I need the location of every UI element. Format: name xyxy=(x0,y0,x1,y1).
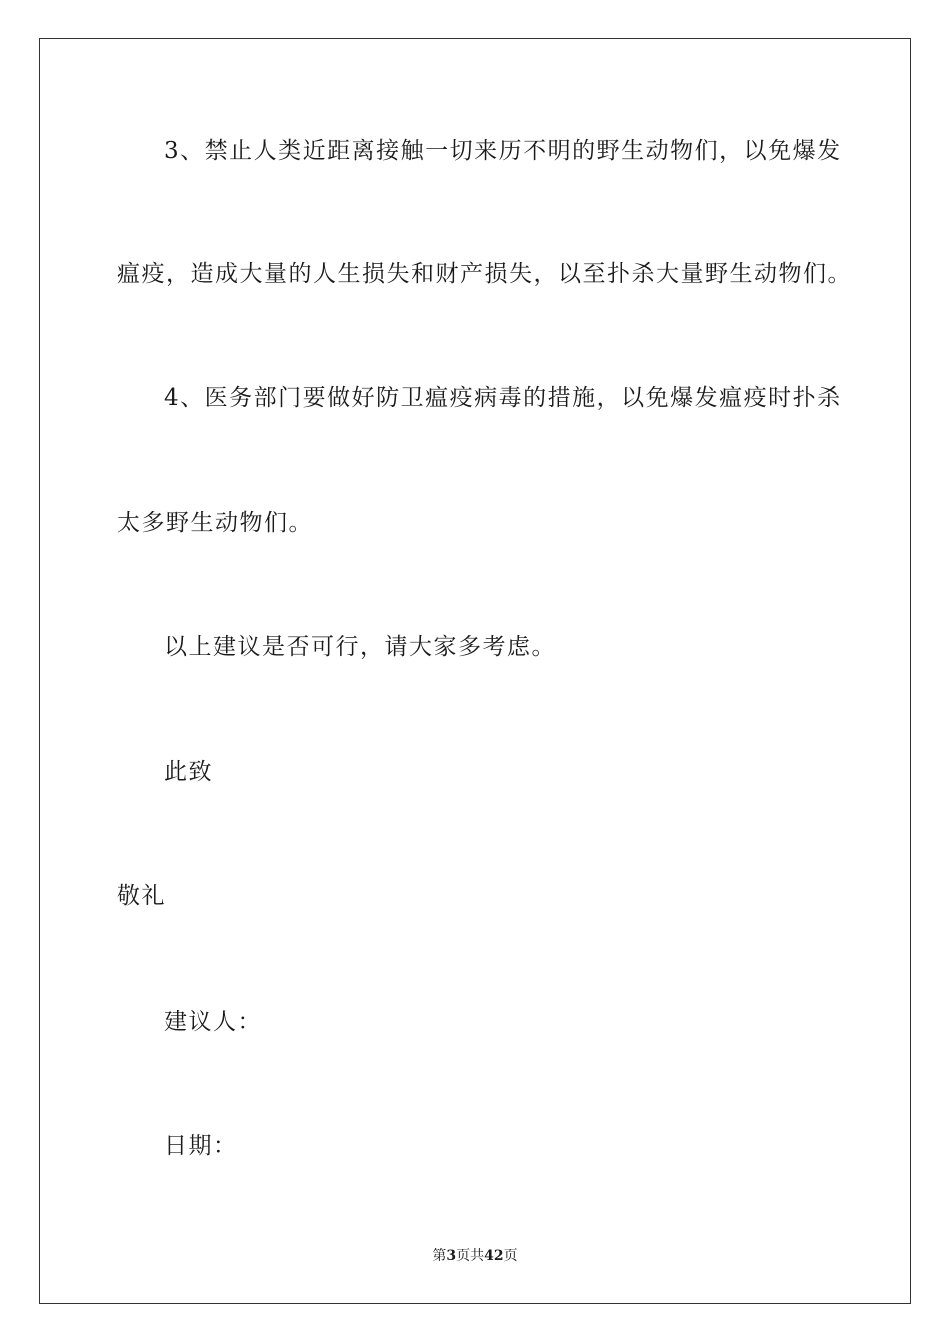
paragraph-line-4: 太多野生动物们。 xyxy=(117,510,313,536)
paragraph-line-3: 4、医务部门要做好防卫瘟疫病毒的措施，以免爆发瘟疫时扑杀 xyxy=(164,385,842,411)
proposer-label: 建议人： xyxy=(164,1009,262,1035)
footer-page-prefix: 第 xyxy=(432,1248,447,1264)
page-footer xyxy=(0,1246,950,1266)
paragraph-line-1: 3、禁止人类近距离接触一切来历不明的野生动物们，以免爆发 xyxy=(164,138,842,164)
footer-total-suffix: 页 xyxy=(503,1248,518,1264)
page-border xyxy=(39,38,911,1304)
footer-page-number: 3 xyxy=(446,1248,457,1264)
footer-total-pages: 42 xyxy=(484,1248,504,1264)
date-label: 日期： xyxy=(164,1133,238,1159)
paragraph-line-5: 以上建议是否可行，请大家多考虑。 xyxy=(164,634,556,660)
closing-regards: 敬礼 xyxy=(117,883,166,909)
paragraph-line-2: 瘟疫，造成大量的人生损失和财产损失，以至扑杀大量野生动物们。 xyxy=(117,261,852,287)
footer-total-prefix: 共 xyxy=(470,1248,485,1264)
closing-salutation: 此致 xyxy=(164,759,213,785)
footer-page-suffix: 页 xyxy=(456,1248,471,1264)
